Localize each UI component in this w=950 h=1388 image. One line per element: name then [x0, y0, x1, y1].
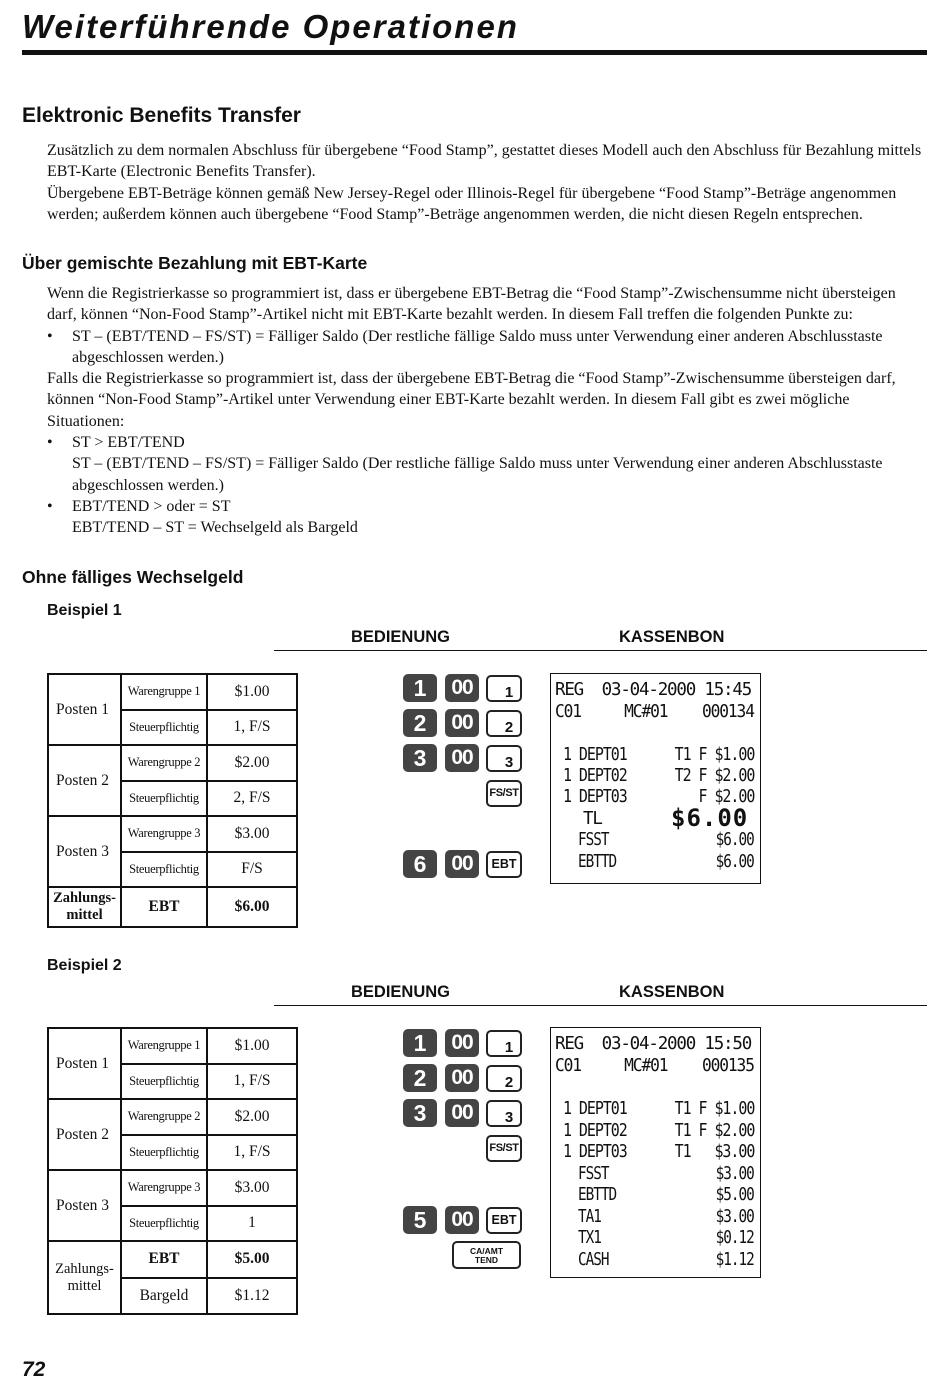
section-intro: [47, 140, 927, 225]
tax-label: Steuerpflichtig: [121, 710, 207, 746]
example-1-item-table: [47, 673, 298, 928]
key-00: 00: [445, 850, 479, 878]
cash-key-tend: TEND: [474, 1255, 499, 1265]
example-2-item-table: [47, 1027, 298, 1315]
key-00: 00: [445, 709, 479, 737]
payment-amount: $1.12: [207, 1278, 297, 1315]
ebt-key: EBT: [486, 1207, 522, 1234]
receipt-line: 1 DEPT01 T1 F $1.00: [555, 745, 755, 765]
payment-type: Bargeld: [121, 1278, 207, 1315]
key-1: 1: [403, 1029, 437, 1057]
mixed-payment-heading: Über gemischte Bezahlung mit EBT-Karte: [22, 253, 368, 273]
key-5: 5: [403, 1206, 437, 1234]
receipt-line: 1 DEPT02 T2 F $2.00: [555, 766, 755, 786]
item-price: $3.00: [207, 1170, 297, 1206]
dept-key-2: 2: [486, 1065, 522, 1092]
receipt-line: 1 DEPT02 T1 F $2.00: [555, 1121, 755, 1141]
column-heading-rule: [274, 1005, 927, 1006]
item-label: Posten 1: [48, 674, 121, 745]
receipt-line: C01 MC#01 000135: [555, 1056, 754, 1076]
tax-status: 1, F/S: [207, 1135, 297, 1171]
tax-status: F/S: [207, 852, 297, 888]
ebt-key: EBT: [486, 851, 522, 878]
item-label: Posten 1: [48, 1028, 121, 1099]
bullet-continuation: ST – (EBT/TEND – FS/ST) = Fälliger Saldo (Der restliche fällige Saldo muss unter Verwendung einer anderen Abschlusstaste abgeschlossen werden.): [72, 455, 883, 494]
example-1-receipt: [550, 673, 761, 884]
receipt-line: EBTTD $6.00: [555, 852, 754, 872]
payment-label: Zahlungs- mittel: [48, 1241, 121, 1314]
receipt-line: 1 DEPT03 T1 $3.00: [555, 1142, 755, 1162]
key-00: 00: [445, 1099, 479, 1127]
section-heading: Elektronic Benefits Transfer: [22, 104, 301, 127]
cash-key-amt: AMT: [484, 1246, 504, 1256]
key-00: 00: [445, 674, 479, 702]
tax-label: Steuerpflichtig: [121, 1135, 207, 1171]
fs-subtotal-key: FS/ST: [486, 1135, 522, 1162]
receipt-line: TX1 $0.12: [555, 1228, 754, 1248]
key-00: 00: [445, 1206, 479, 1234]
example-2-receipt: [550, 1027, 761, 1278]
payment-label: Zahlungs- mittel: [48, 887, 121, 927]
payment-amount: $6.00: [207, 887, 297, 927]
key-3: 3: [403, 1099, 437, 1127]
mixed-paragraph-2: Falls die Registrierkasse so programmiert ist, dass der übergebene EBT-Betrag die “Food Stamp”-Zwischensumme übersteigen darf, können “Non-Food Stamp”-Artikel unter Verwendung einer EBT-Karte bezahlt werden. In diesem Fall gibt es zwei mögliche Situationen:: [47, 370, 896, 430]
receipt-line: TA1 $3.00: [555, 1207, 754, 1227]
mixed-paragraph-1: Wenn die Registrierkasse so programmiert ist, dass er übergebene EBT-Betrag die “Food Stamp”-Zwischensumme nicht übersteigen darf, können “Non-Food Stamp”-Artikel nicht mit EBT-Karte bezahlt werden. In diesem Fall treffen die folgenden Punkte zu:: [47, 285, 896, 324]
dept-label: Warengruppe 2: [121, 745, 207, 781]
receipt-line: C01 MC#01 000134: [555, 702, 754, 722]
dept-label: Warengruppe 1: [121, 1028, 207, 1064]
item-price: $3.00: [207, 816, 297, 852]
item-price: $1.00: [207, 1028, 297, 1064]
key-00: 00: [445, 1064, 479, 1092]
receipt-line: REG 03-04-2000 15:45: [555, 680, 752, 700]
column-heading-rule: [274, 650, 927, 651]
receipt-total-value: $6.00: [671, 804, 749, 832]
dept-label: Warengruppe 2: [121, 1099, 207, 1135]
mixed-payment-body: [47, 283, 927, 539]
no-change-heading: Ohne fälliges Wechselgeld: [22, 567, 244, 587]
key-2: 2: [403, 709, 437, 737]
payment-type: EBT: [121, 887, 207, 927]
payment-type: EBT: [121, 1241, 207, 1278]
receipt-line: REG 03-04-2000 15:50: [555, 1034, 752, 1054]
key-6: 6: [403, 850, 437, 878]
receipt-line: 1 DEPT03 F $2.00: [555, 787, 755, 807]
item-price: $2.00: [207, 745, 297, 781]
tax-status: 1: [207, 1206, 297, 1242]
tax-status: 1, F/S: [207, 1064, 297, 1100]
item-label: Posten 3: [48, 816, 121, 887]
tax-label: Steuerpflichtig: [121, 852, 207, 888]
tax-label: Steuerpflichtig: [121, 781, 207, 817]
operation-column-heading: BEDIENUNG: [351, 983, 451, 1001]
item-label: Posten 3: [48, 1170, 121, 1241]
dept-key-1: 1: [486, 675, 522, 702]
bullet-continuation: EBT/TEND – ST = Wechselgeld als Bargeld: [72, 519, 358, 537]
intro-paragraph-2: Übergebene EBT-Beträge können gemäß New Jersey-Regel oder Illinois-Regel für übergebene “Food Stamp”-Beträge angenommen werden; außerdem können auch übergebene “Food Stamp”-Beträge angenommen werden, die nicht diesen Regeln entsprechen.: [47, 184, 897, 223]
example-1-heading: Beispiel 1: [47, 602, 122, 619]
tax-label: Steuerpflichtig: [121, 1064, 207, 1100]
bullet-item: • ST – (EBT/TEND – FS/ST) = Fälliger Saldo (Der restliche fällige Saldo muss unter Verwendung einer anderen Abschlusstaste abgeschlossen werden.): [47, 326, 927, 369]
dept-label: Warengruppe 1: [121, 674, 207, 710]
receipt-line: CASH $1.12: [555, 1250, 754, 1270]
dept-key-3: 3: [486, 745, 522, 772]
receipt-line: FSST $6.00: [555, 830, 754, 850]
intro-paragraph-1: Zusätzlich zu dem normalen Abschluss für übergebene “Food Stamp”, gestattet dieses Modell auch den Abschluss für Bezahlung mittels EBT-Karte (Electronic Benefits Transfer).: [47, 142, 922, 181]
receipt-line: EBTTD $5.00: [555, 1185, 754, 1205]
bullet-item: • EBT/TEND > oder = ST: [47, 496, 927, 517]
receipt-column-heading: KASSENBON: [619, 983, 725, 1001]
item-label: Posten 2: [48, 745, 121, 816]
cash-amount-tender-key: [452, 1241, 521, 1269]
cash-key-ca: CA: [469, 1246, 483, 1256]
item-price: $1.00: [207, 674, 297, 710]
title-rule: [22, 50, 927, 55]
bullet-item: • ST > EBT/TEND: [47, 432, 927, 453]
dept-label: Warengruppe 3: [121, 816, 207, 852]
cash-key-label-top: CA/AMT: [469, 1246, 504, 1256]
key-2: 2: [403, 1064, 437, 1092]
key-00: 00: [445, 1029, 479, 1057]
receipt-total-label: TL: [555, 809, 602, 829]
payment-amount: $5.00: [207, 1241, 297, 1278]
fs-subtotal-key: FS/ST: [486, 780, 522, 807]
example-2-heading: Beispiel 2: [47, 957, 122, 974]
key-3: 3: [403, 744, 437, 772]
item-price: $2.00: [207, 1099, 297, 1135]
receipt-line: 1 DEPT01 T1 F $1.00: [555, 1099, 755, 1119]
tax-status: 2, F/S: [207, 781, 297, 817]
receipt-column-heading: KASSENBON: [619, 628, 725, 646]
dept-label: Warengruppe 3: [121, 1170, 207, 1206]
tax-status: 1, F/S: [207, 710, 297, 746]
key-1: 1: [403, 674, 437, 702]
key-00: 00: [445, 744, 479, 772]
tax-label: Steuerpflichtig: [121, 1206, 207, 1242]
dept-key-3: 3: [486, 1100, 522, 1127]
operation-column-heading: BEDIENUNG: [351, 628, 451, 646]
page-title: Weiterführende Operationen: [22, 8, 519, 45]
receipt-line: FSST $3.00: [555, 1164, 754, 1184]
dept-key-2: 2: [486, 710, 522, 737]
page-number: 72: [22, 1358, 46, 1381]
item-label: Posten 2: [48, 1099, 121, 1170]
dept-key-1: 1: [486, 1030, 522, 1057]
